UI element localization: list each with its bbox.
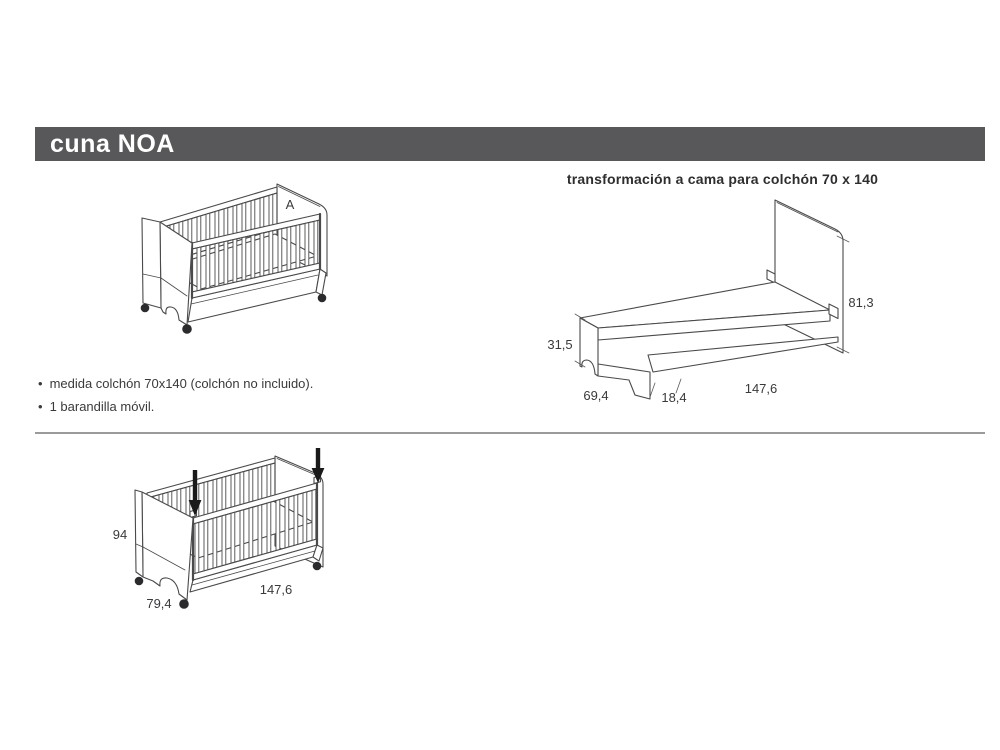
wheel (318, 294, 327, 303)
bed-side-rail (648, 337, 838, 372)
crib-drawing (115, 168, 350, 338)
bed-mattress (580, 282, 830, 340)
dimension-label-side-offset: 18,4 (661, 390, 687, 405)
page-title: cuna NOA (50, 130, 175, 158)
wheel (135, 577, 144, 586)
wheel (182, 324, 192, 334)
dimension-label-footboard-depth: 69,4 (583, 388, 609, 403)
bed-headboard-panel (767, 200, 843, 353)
feature-text: medida colchón 70x140 (colchón no incluido). (49, 376, 314, 391)
bullet-icon: • (38, 376, 43, 391)
crib-panel-label: A (285, 197, 295, 212)
feature-item (38, 395, 313, 418)
wheel (141, 304, 150, 313)
bullet-icon: • (38, 399, 43, 414)
dimension-label-footboard-height: 31,5 (547, 337, 573, 352)
dimension-label-headboard-height: 81,3 (848, 295, 874, 310)
dimension-label-crib-depth: 79,4 (146, 596, 172, 611)
feature-text: 1 barandilla móvil. (49, 399, 155, 414)
crib-dimensions-drawing (95, 440, 345, 625)
wheel (179, 599, 189, 609)
section-divider (35, 432, 985, 434)
bed-footboard-panel (580, 318, 598, 376)
bed-drawing (535, 190, 895, 420)
dimension-label-crib-length: 147,6 (259, 582, 293, 597)
dimension-label-crib-height: 94 (112, 527, 128, 542)
wheel (313, 562, 322, 571)
header-bar (35, 127, 985, 161)
transformation-title: transformación a cama para colchón 70 x 140 (566, 171, 879, 187)
feature-item (38, 372, 313, 395)
dimension-label-length: 147,6 (744, 381, 778, 396)
features-list (38, 372, 313, 418)
